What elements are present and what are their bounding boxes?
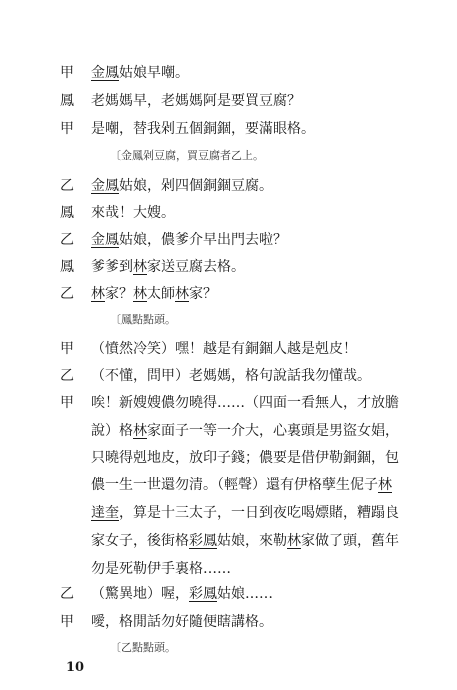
dialogue-continuation bbox=[91, 422, 399, 440]
page-number: 10 bbox=[66, 660, 85, 675]
dialogue-line bbox=[91, 231, 287, 249]
speaker-label: 乙 bbox=[60, 232, 74, 248]
dialogue-line bbox=[91, 367, 371, 385]
proper-name: 林 bbox=[378, 477, 392, 493]
dialogue-text: 說）格 bbox=[91, 423, 133, 439]
proper-name: 金鳳 bbox=[91, 232, 119, 248]
stage-direction: 〔乙點點頭。 bbox=[110, 641, 176, 654]
dialogue-line bbox=[91, 394, 399, 412]
dialogue-text: 來哉！大嫂。 bbox=[91, 205, 175, 221]
dialogue-line bbox=[91, 120, 315, 138]
proper-name: 林 bbox=[133, 423, 147, 439]
dialogue-text: 家？ bbox=[189, 286, 217, 302]
dialogue-text: 姑娘，儂爹介早出門去啦？ bbox=[119, 232, 287, 248]
dialogue-text: 家女子，後街格 bbox=[91, 533, 189, 549]
speaker-label: 鳳 bbox=[60, 205, 74, 221]
speaker-label: 甲 bbox=[60, 614, 74, 630]
speaker-label: 甲 bbox=[60, 65, 74, 81]
dialogue-line bbox=[91, 285, 217, 303]
dialogue-text: 姑娘早嘲。 bbox=[119, 65, 189, 81]
dialogue-text: 爹爹到 bbox=[91, 259, 133, 275]
dialogue-text: （驚異地）喔， bbox=[91, 586, 189, 602]
proper-name: 金鳳 bbox=[91, 178, 119, 194]
speaker-label: 鳳 bbox=[60, 93, 74, 109]
dialogue-text: 老媽媽早，老媽媽阿是要買豆腐？ bbox=[91, 93, 301, 109]
speaker-label: 乙 bbox=[60, 586, 74, 602]
dialogue-text: 家？ bbox=[105, 286, 133, 302]
speaker-label: 乙 bbox=[60, 286, 74, 302]
dialogue-text: 是嘲，替我剁五個銅錮，要滿眼格。 bbox=[91, 121, 315, 137]
dialogue-text: 姑娘，剁四個銅錮豆腐。 bbox=[119, 178, 273, 194]
proper-name: 林 bbox=[287, 533, 301, 549]
proper-name: 彩鳳 bbox=[189, 533, 217, 549]
dialogue-text: 姑娘，來勒 bbox=[217, 533, 287, 549]
proper-name: 林 bbox=[91, 286, 105, 302]
dialogue-text: 家面子一等一介大，心裏頭是男盜女娼， bbox=[147, 423, 399, 439]
dialogue-text: 儂一生一世還勿清。（輕聲）還有伊格孽生伲子 bbox=[91, 477, 378, 493]
dialogue-line bbox=[91, 258, 245, 276]
proper-name: 林 bbox=[133, 259, 147, 275]
proper-name: 達奎 bbox=[91, 505, 119, 521]
dialogue-line bbox=[91, 177, 273, 195]
dialogue-continuation bbox=[91, 532, 399, 550]
speaker-label: 甲 bbox=[60, 341, 74, 357]
dialogue-continuation bbox=[91, 560, 231, 578]
dialogue-text: 太師 bbox=[147, 286, 175, 302]
dialogue-line bbox=[91, 585, 273, 603]
speaker-label: 乙 bbox=[60, 368, 74, 384]
speaker-label: 甲 bbox=[60, 395, 74, 411]
dialogue-line bbox=[91, 613, 273, 631]
stage-direction: 〔鳳點點頭。 bbox=[110, 313, 176, 326]
dialogue-text: 唉！新嫂嫂儂勿曉得……（四面一看無人，才放膽 bbox=[91, 395, 399, 411]
proper-name: 金鳳 bbox=[91, 65, 119, 81]
dialogue-text: 姑娘…… bbox=[217, 586, 273, 602]
dialogue-line bbox=[91, 92, 301, 110]
dialogue-text: 噯，格閒話勿好隨便瞎講格。 bbox=[91, 614, 273, 630]
proper-name: 林 bbox=[175, 286, 189, 302]
dialogue-continuation bbox=[91, 449, 399, 467]
proper-name: 林 bbox=[133, 286, 147, 302]
dialogue-text: （憤然冷笑）嘿！越是有銅錮人越是剋皮！ bbox=[91, 341, 357, 357]
dialogue-continuation bbox=[91, 476, 392, 494]
dialogue-line bbox=[91, 204, 175, 222]
dialogue-text: 家送豆腐去格。 bbox=[147, 259, 245, 275]
dialogue-text: 只曉得剋地皮，放印子錢；儂要是借伊勒銅錮，包 bbox=[91, 450, 399, 466]
dialogue-text: 勿是死勒伊手裏格…… bbox=[91, 561, 231, 577]
speaker-label: 乙 bbox=[60, 178, 74, 194]
speaker-label: 甲 bbox=[60, 121, 74, 137]
dialogue-text: ，算是十三太子，一日到夜吃喝嫖賭，糟蹋良 bbox=[119, 505, 399, 521]
dialogue-line bbox=[91, 340, 357, 358]
dialogue-continuation bbox=[91, 504, 399, 522]
speaker-label: 鳳 bbox=[60, 259, 74, 275]
dialogue-text: （不懂，問甲）老媽媽，格句說話我勿懂哉。 bbox=[91, 368, 371, 384]
proper-name: 彩鳳 bbox=[189, 586, 217, 602]
stage-direction: 〔金鳳剁豆腐，買豆腐者乙上。 bbox=[110, 149, 264, 162]
dialogue-line bbox=[91, 64, 189, 82]
dialogue-text: 家做了頭，舊年 bbox=[301, 533, 399, 549]
